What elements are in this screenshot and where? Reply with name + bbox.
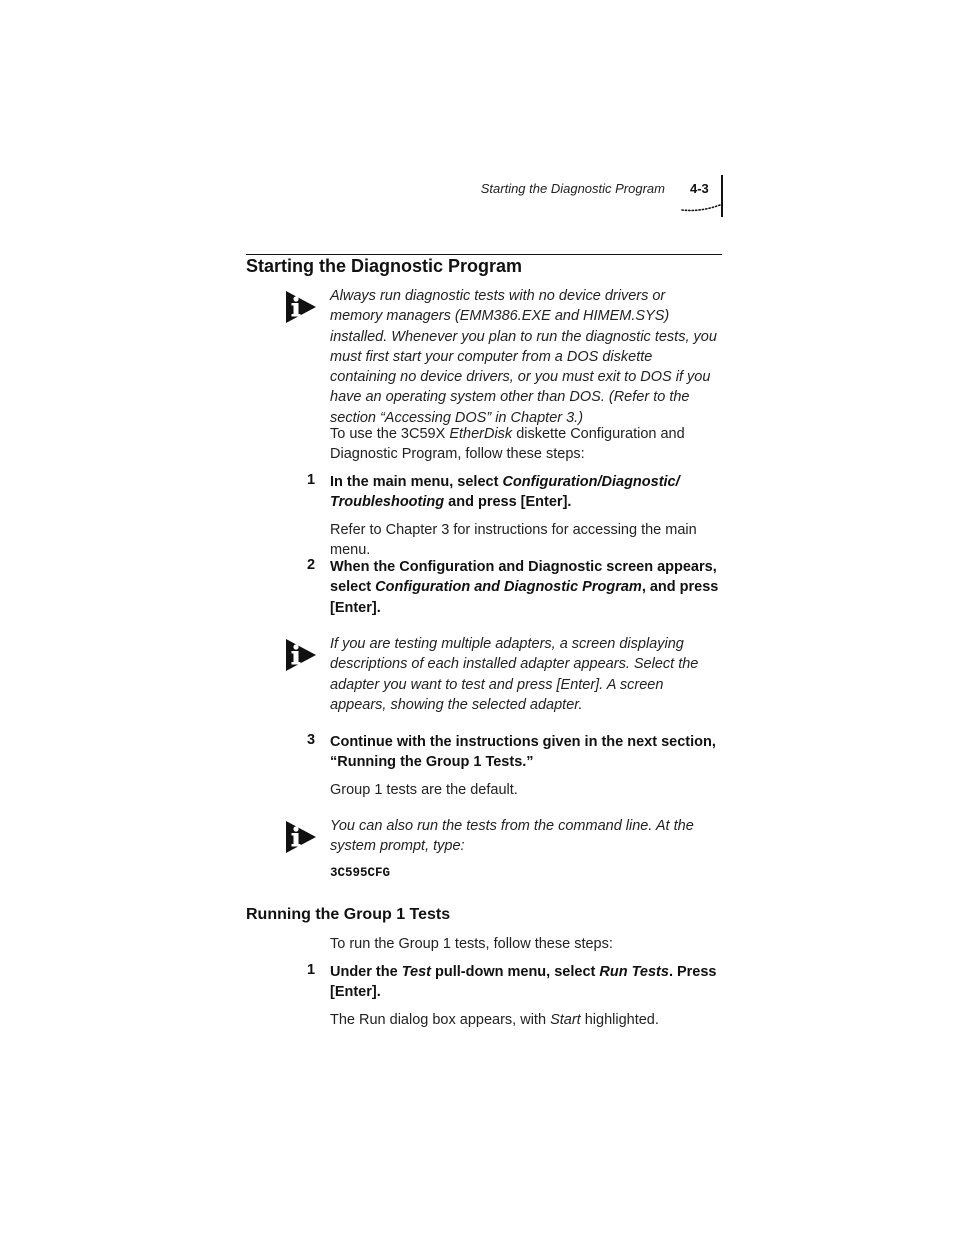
step-number: 1 (307, 962, 316, 978)
step-number: 2 (307, 557, 316, 573)
step-1-instruction: In the main menu, select Configuration/Diagnostic/ Troubleshooting and press [Enter]. (330, 474, 680, 511)
header-divider (721, 175, 723, 217)
running-header-title: Starting the Diagnostic Program (480, 181, 665, 196)
dotted-curve-decoration (681, 203, 721, 215)
step-number: 1 (307, 472, 316, 488)
step-2-instruction: When the Configuration and Diagnostic screen appears, select Configuration and Diagnostic Program, and press [Enter]. (330, 559, 719, 616)
subsection-title: Running the Group 1 Tests (246, 906, 451, 923)
page-number: 4-3 (690, 181, 709, 196)
info-note-icon (285, 820, 317, 854)
run-tests-detail: The Run dialog box appears, with Start highlighted. (330, 1012, 659, 1028)
note-command-line: You can also run the tests from the command line. At the system prompt, type: (330, 818, 694, 855)
note-driver-warning: Always run diagnostic tests with no device drivers or memory managers (EMM386.EXE and HIMEM.SYS) installed. Whenever you plan to run the diagnostic tests, you must first start your computer from a DOS diskette containing no device drivers, or you must exit to DOS if you have an operating system other than DOS. (Refer to the section “Accessing DOS” in Chapter 3.) (330, 288, 717, 426)
step-3-detail: Group 1 tests are the default. (330, 782, 518, 798)
intro-paragraph: To use the 3C59X EtherDisk diskette Configuration and Diagnostic Program, follow these steps: (330, 426, 685, 463)
command-example: 3C595CFG (330, 866, 391, 880)
subsection-intro: To run the Group 1 tests, follow these steps: (330, 936, 613, 952)
step-3-instruction: Continue with the instructions given in the next section, “Running the Group 1 Tests.” (330, 734, 716, 771)
note-multiple-adapters: If you are testing multiple adapters, a screen displaying descriptions of each installed adapter appears. Select the adapter you want to test and press [Enter]. A screen appears, showing the selected adapter. (330, 636, 699, 713)
run-tests-instruction: Under the Test pull-down menu, select Run Tests. Press [Enter]. (330, 964, 717, 1001)
section-title: Starting the Diagnostic Program (246, 256, 523, 276)
info-note-icon (285, 638, 317, 672)
step-number: 3 (307, 732, 316, 748)
step-1-detail: Refer to Chapter 3 for instructions for accessing the main menu. (330, 522, 697, 559)
info-note-icon (285, 290, 317, 324)
section-rule (246, 254, 722, 255)
